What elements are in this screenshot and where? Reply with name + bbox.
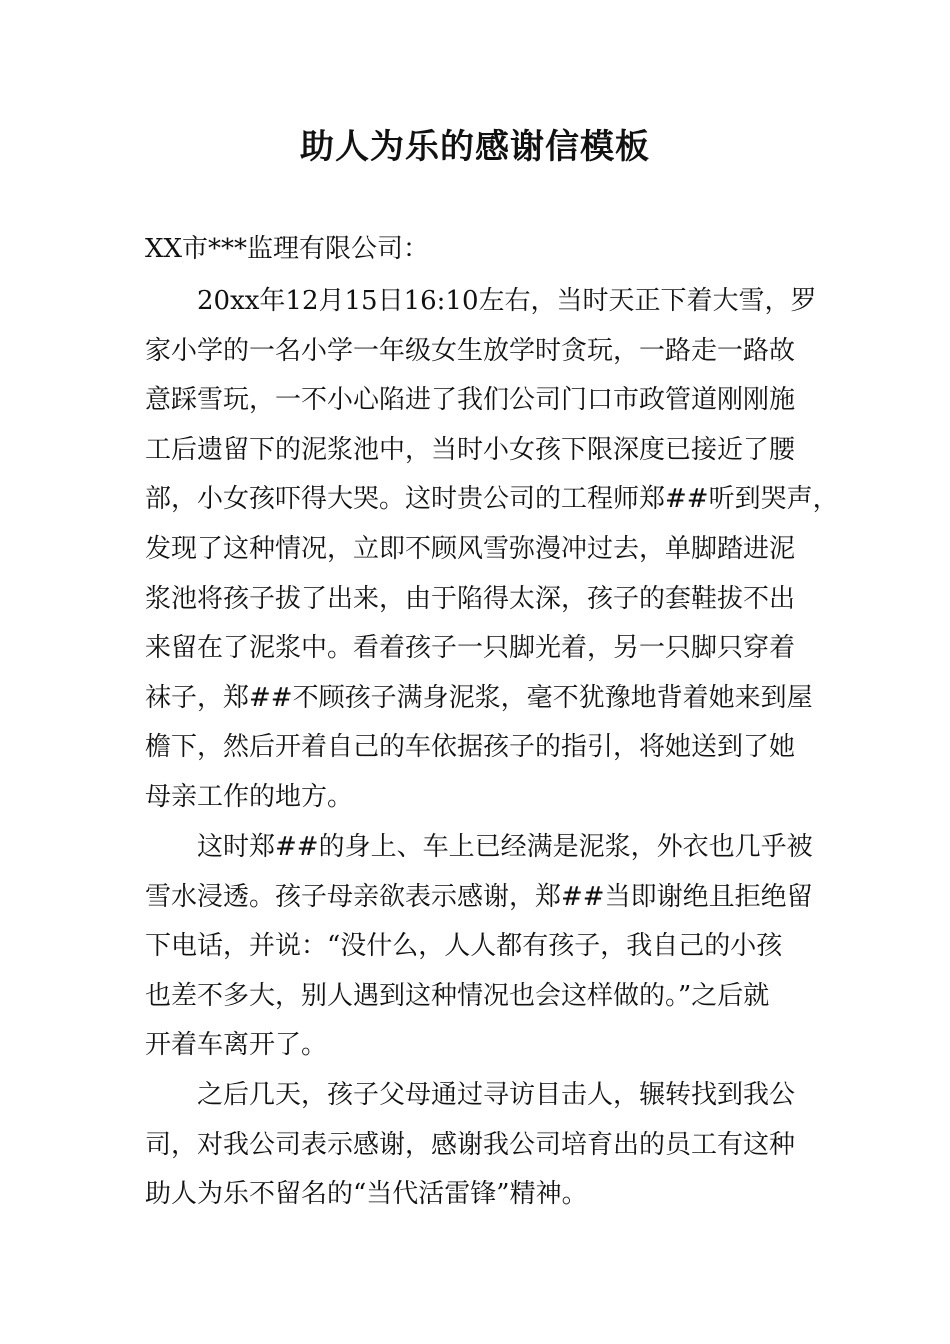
paragraph-line: 雪水浸透。孩子母亲欲表示感谢，郑##当即谢绝且拒绝留: [145, 881, 813, 912]
paragraph-line: 工后遗留下的泥浆池中，当时小女孩下限深度已接近了腰: [145, 434, 796, 465]
paragraph-line: 这时郑##的身上、车上已经满是泥浆，外衣也几乎被: [197, 832, 813, 862]
paragraph-line: 之后几天，孩子父母通过寻访目击人，辗转找到我公: [197, 1080, 796, 1110]
page-title: 助人为乐的感谢信模板: [300, 127, 650, 167]
paragraph-line: 开着车离开了。: [145, 1030, 328, 1061]
paragraph-line: 司，对我公司表示感谢，感谢我公司培育出的员工有这种: [145, 1129, 796, 1160]
salutation: XX市***监理有限公司：: [145, 234, 430, 264]
paragraph-line: 意踩雪玩，一不小心陷进了我们公司门口市政管道刚刚施: [145, 385, 796, 416]
paragraph-line: 家小学的一名小学一年级女生放学时贪玩，一路走一路故: [145, 335, 796, 366]
paragraph-line: 母亲工作的地方。: [145, 781, 354, 812]
paragraph-line: 20xx年12月15日16:10左右，当时天正下着大雪，罗: [197, 286, 817, 316]
paragraph-line: 也差不多大，别人遇到这种情况也会这样做的。”之后就: [145, 980, 770, 1011]
body-paragraph: [145, 277, 839, 823]
paragraph-line: 发现了这种情况，立即不顾风雪弥漫冲过去，单脚踏进泥: [145, 533, 796, 564]
paragraph-line: 下电话，并说：“没什么，人人都有孩子，我自己的小孩: [145, 931, 783, 962]
paragraph-line: 浆池将孩子拔了出来，由于陷得太深，孩子的套鞋拔不出: [145, 583, 796, 614]
paragraph-line: 部，小女孩吓得大哭。这时贵公司的工程师郑##听到哭声，: [145, 484, 839, 515]
paragraph-line: 助人为乐不留名的“当代活雷锋”精神。: [145, 1179, 588, 1210]
paragraph-line: 来留在了泥浆中。看着孩子一只脚光着，另一只脚只穿着: [145, 633, 796, 664]
paragraph-line: 檐下，然后开着自己的车依据孩子的指引，将她送到了她: [145, 732, 796, 763]
body-paragraph: [145, 823, 835, 1071]
body-paragraph: [145, 1071, 835, 1220]
paragraph-line: 袜子，郑##不顾孩子满身泥浆，毫不犹豫地背着她来到屋: [145, 682, 813, 713]
